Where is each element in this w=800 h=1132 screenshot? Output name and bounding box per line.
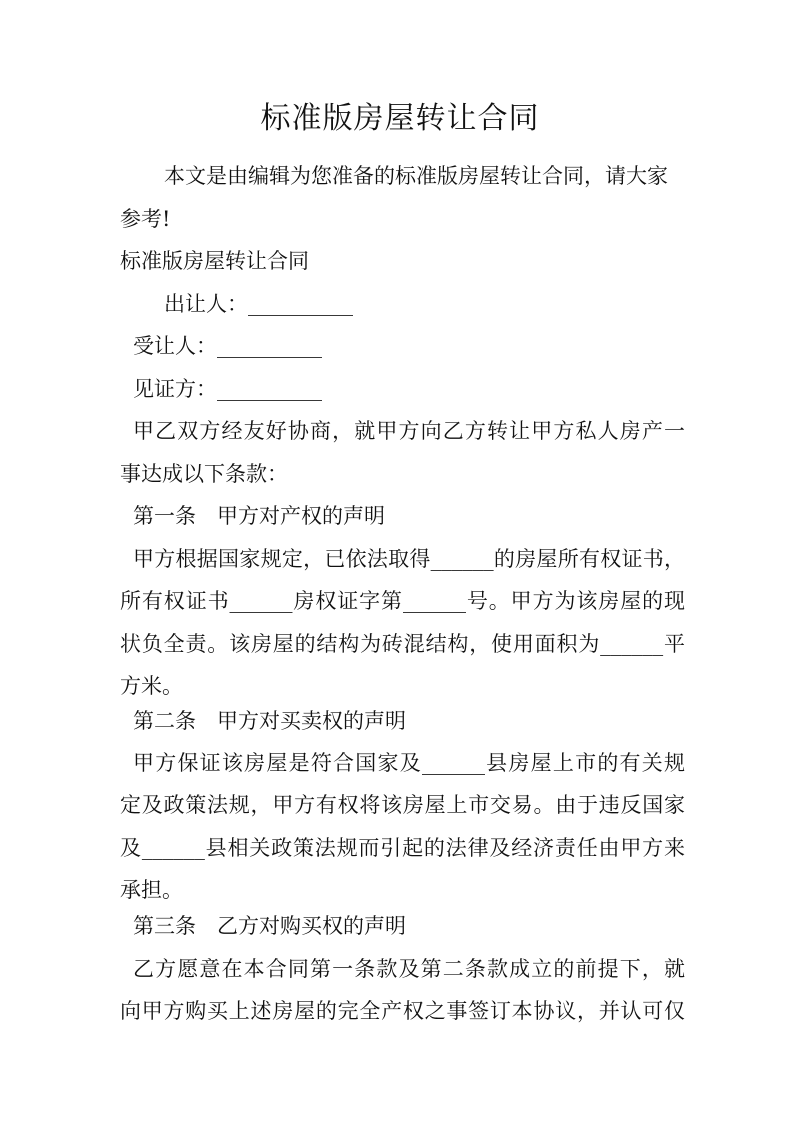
article3-heading: 第三条 乙方对购买权的声明 bbox=[133, 914, 406, 938]
article2-line-3: 及______县相关政策法规而引起的法律及经济责任由甲方来 bbox=[120, 835, 685, 860]
article1-heading: 第一条 甲方对产权的声明 bbox=[133, 504, 385, 528]
document-title: 标准版房屋转让合同 bbox=[260, 101, 540, 136]
article3-line-1: 乙方愿意在本合同第一条款及第二条款成立的前提下，就 bbox=[133, 957, 685, 981]
intro-line-1: 本文是由编辑为您准备的标准版房屋转让合同，请大家 bbox=[164, 164, 668, 188]
article1-line-4: 方米。 bbox=[120, 674, 183, 698]
article2-paragraph bbox=[133, 742, 685, 785]
preamble-paragraph bbox=[120, 410, 685, 495]
intro-line-2: 参考! bbox=[120, 206, 171, 231]
subtitle: 标准版房屋转让合同 bbox=[120, 249, 309, 273]
article2-paragraph-cont bbox=[120, 784, 685, 912]
article1-line-1: 甲方根据国家规定，已依法取得______的房屋所有权证书， bbox=[133, 547, 685, 571]
article3-line-2: 向甲方购买上述房屋的完全产权之事签订本协议，并认可仅 bbox=[120, 999, 685, 1023]
article2-line-1: 甲方保证该房屋是符合国家及______县房屋上市的有关规 bbox=[133, 751, 685, 775]
article1-line-3: 状负全责。该房屋的结构为砖混结构，使用面积为______平 bbox=[120, 631, 685, 656]
article2-line-2: 定及政策法规，甲方有权将该房屋上市交易。由于违反国家 bbox=[120, 793, 685, 817]
article2-heading: 第二条 甲方对买卖权的声明 bbox=[133, 709, 406, 733]
article3-paragraph bbox=[133, 948, 685, 991]
article2-line-4: 承担。 bbox=[120, 878, 183, 902]
preamble-line-1: 甲乙双方经友好协商，就甲方向乙方转让甲方私人房产一 bbox=[133, 419, 685, 443]
article3-paragraph-cont bbox=[120, 990, 685, 1033]
article1-line-2: 所有权证书______房权证字第______号。甲方为该房屋的现 bbox=[120, 589, 685, 613]
intro-paragraph bbox=[120, 155, 685, 240]
article1-paragraph-cont bbox=[120, 580, 685, 708]
transferor-field: 出让人：__________ bbox=[164, 292, 353, 316]
article1-paragraph bbox=[133, 538, 685, 581]
preamble-line-2: 事达成以下条款： bbox=[120, 461, 288, 486]
witness-field: 见证方：__________ bbox=[133, 377, 322, 401]
transferee-field: 受让人：__________ bbox=[133, 334, 322, 358]
